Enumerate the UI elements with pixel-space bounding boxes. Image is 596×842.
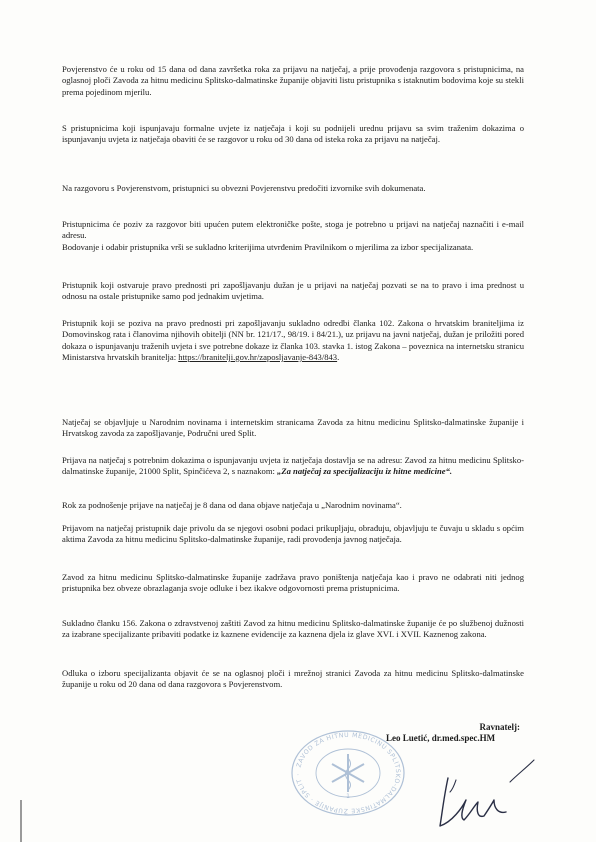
scan-edge-mark bbox=[20, 800, 22, 842]
paragraph-priority-right: Pristupnik koji ostvaruje pravo prednosti pri zapošljavanju dužan je u prijavi na natječaj pozvati se na to pravo i ima prednost u odnosu na ostale pristupnike samo pod jednakim uvjetima. bbox=[62, 280, 524, 302]
signature-title: Ravnatelj: bbox=[479, 722, 520, 732]
veterans-ministry-link[interactable]: https://branitelji.gov.hr/zaposljavanje-843/843 bbox=[178, 351, 338, 362]
paragraph-application-address bbox=[62, 455, 524, 478]
veterans-text-end: . bbox=[337, 351, 340, 362]
veterans-text: Pristupnik koji se poziva na pravo prednosti pri zapošljavanju sukladno odredbi članka 102. Zakona o hrvatskim braniteljima iz Domovinskog rata i članovima njihovih obitelji (NN br. 121/17., 98/19. i 84/21.), uz prijavu na javni natječaj, dužan je priložiti pored dokaza o ispunjavanju traženih uvjeta i sve potrebne dokaze iz članka 103. stavka 1. istog Zakona – poveznica na internetsku stranicu Ministarstva hrvatskih branitelja: bbox=[62, 318, 524, 362]
paragraph-publication: Natječaj se objavljuje u Narodnim novinama i internetskim stranicama Zavoda za hitnu medicinu Splitsko-dalmatinske županije i Hrvatskog zavoda za zapošljavanje, Područni ured Split. bbox=[62, 417, 524, 439]
paragraph-veterans-priority bbox=[62, 318, 524, 363]
paragraph-scoring: Bodovanje i odabir pristupnika vrši se sukladno kriterijima utvrđenim Pravilnikom o mjerilima za izbor specijalizanata. bbox=[62, 242, 474, 252]
paragraph-deadline: Rok za podnošenje prijave na natječaj je 8 dana od dana objave natječaja u „Narodnim novinama“. bbox=[62, 500, 402, 510]
address-marking: „Za natječaj za specijalizaciju iz hitne medicine“. bbox=[277, 466, 453, 477]
stamp-text: ZAVOD ZA HITNU MEDICINU SPLITSKO-DALMATINSKE ŽUPANIJE · SPLIT · bbox=[294, 731, 402, 815]
handwritten-signature bbox=[390, 756, 540, 836]
paragraph-annulment-right: Zavod za hitnu medicinu Splitsko-dalmatinske županije zadržava pravo poništenja natječaja kao i pravo ne odabrati niti jednog pristupnika bez obveze obrazlaganja svoje odluke i bez ikakve odgovornosti prema pristupnicima. bbox=[62, 572, 524, 594]
paragraph-original-documents: Na razgovoru s Povjerenstvom, pristupnici su obvezni Povjerenstvu predočiti izvornike svih dokumenata. bbox=[62, 183, 426, 193]
stamp-number: 1 bbox=[346, 793, 350, 800]
paragraph-selection-decision: Odluka o izboru specijalizanta objavit će se na oglasnoj ploči i mrežnoj stranici Zavoda za hitnu medicinu Splitsko-dalmatinske županije u roku od 20 dana od dana razgovora s Povjerenstvom. bbox=[62, 668, 524, 690]
paragraph-privacy-consent: Prijavom na natječaj pristupnik daje privolu da se njegovi osobni podaci prikupljaju, obrađuju, objavljuju te čuvaju u skladu s općim aktima Zavoda za hitnu medicinu Splitsko-dalmatinske županije, radi provođenja javnog natječaja. bbox=[62, 523, 524, 545]
paragraph-criminal-records: Sukladno članku 156. Zakona o zdravstvenoj zaštiti Zavod za hitnu medicinu Splitsko-dalmatinske županije će po službenoj dužnosti za izabrane specijalizante pribaviti podatke iz kaznene evidencije za kaznena djela iz glave XVI. i XVII. Kaznenog zakona. bbox=[62, 618, 524, 640]
signature-name: Leo Luetić, dr.med.spec.HM bbox=[386, 733, 496, 743]
paragraph-email-invite: Pristupnicima će poziv za razgovor biti upućen putem elektroničke pošte, stoga je potrebno u prijavi na natječaj naznačiti i e-mail adresu. bbox=[62, 219, 524, 241]
paragraph-committee-list: Povjerenstvo će u roku od 15 dana od dana završetka roka za prijavu na natječaj, a prije provođenja razgovora s pristupnicima, na oglasnoj ploči Zavoda za hitnu medicinu Splitsko-dalmatinske županije objaviti listu pristupnika s istaknutim bodovima koje su stekli prema pojedinom mjerilu. bbox=[62, 64, 524, 97]
address-text: Prijava na natječaj s potrebnim dokazima o ispunjavanju uvjeta iz natječaja dostavlja se na adresu: Zavod za hitnu medicinu Splitsko-dalmatinske županije, 21000 Split, Spinčićeva 2, s naznakom: bbox=[62, 455, 524, 477]
paragraph-interview-schedule: S pristupnicima koji ispunjavaju formalne uvjete iz natječaja i koji su podnijeli urednu prijavu sa svim traženim dokazima o ispunjavanju uvjeta iz natječaja obaviti će se razgovor u roku od 30 dana od isteka roka za prijavu na natječaj. bbox=[62, 123, 524, 145]
